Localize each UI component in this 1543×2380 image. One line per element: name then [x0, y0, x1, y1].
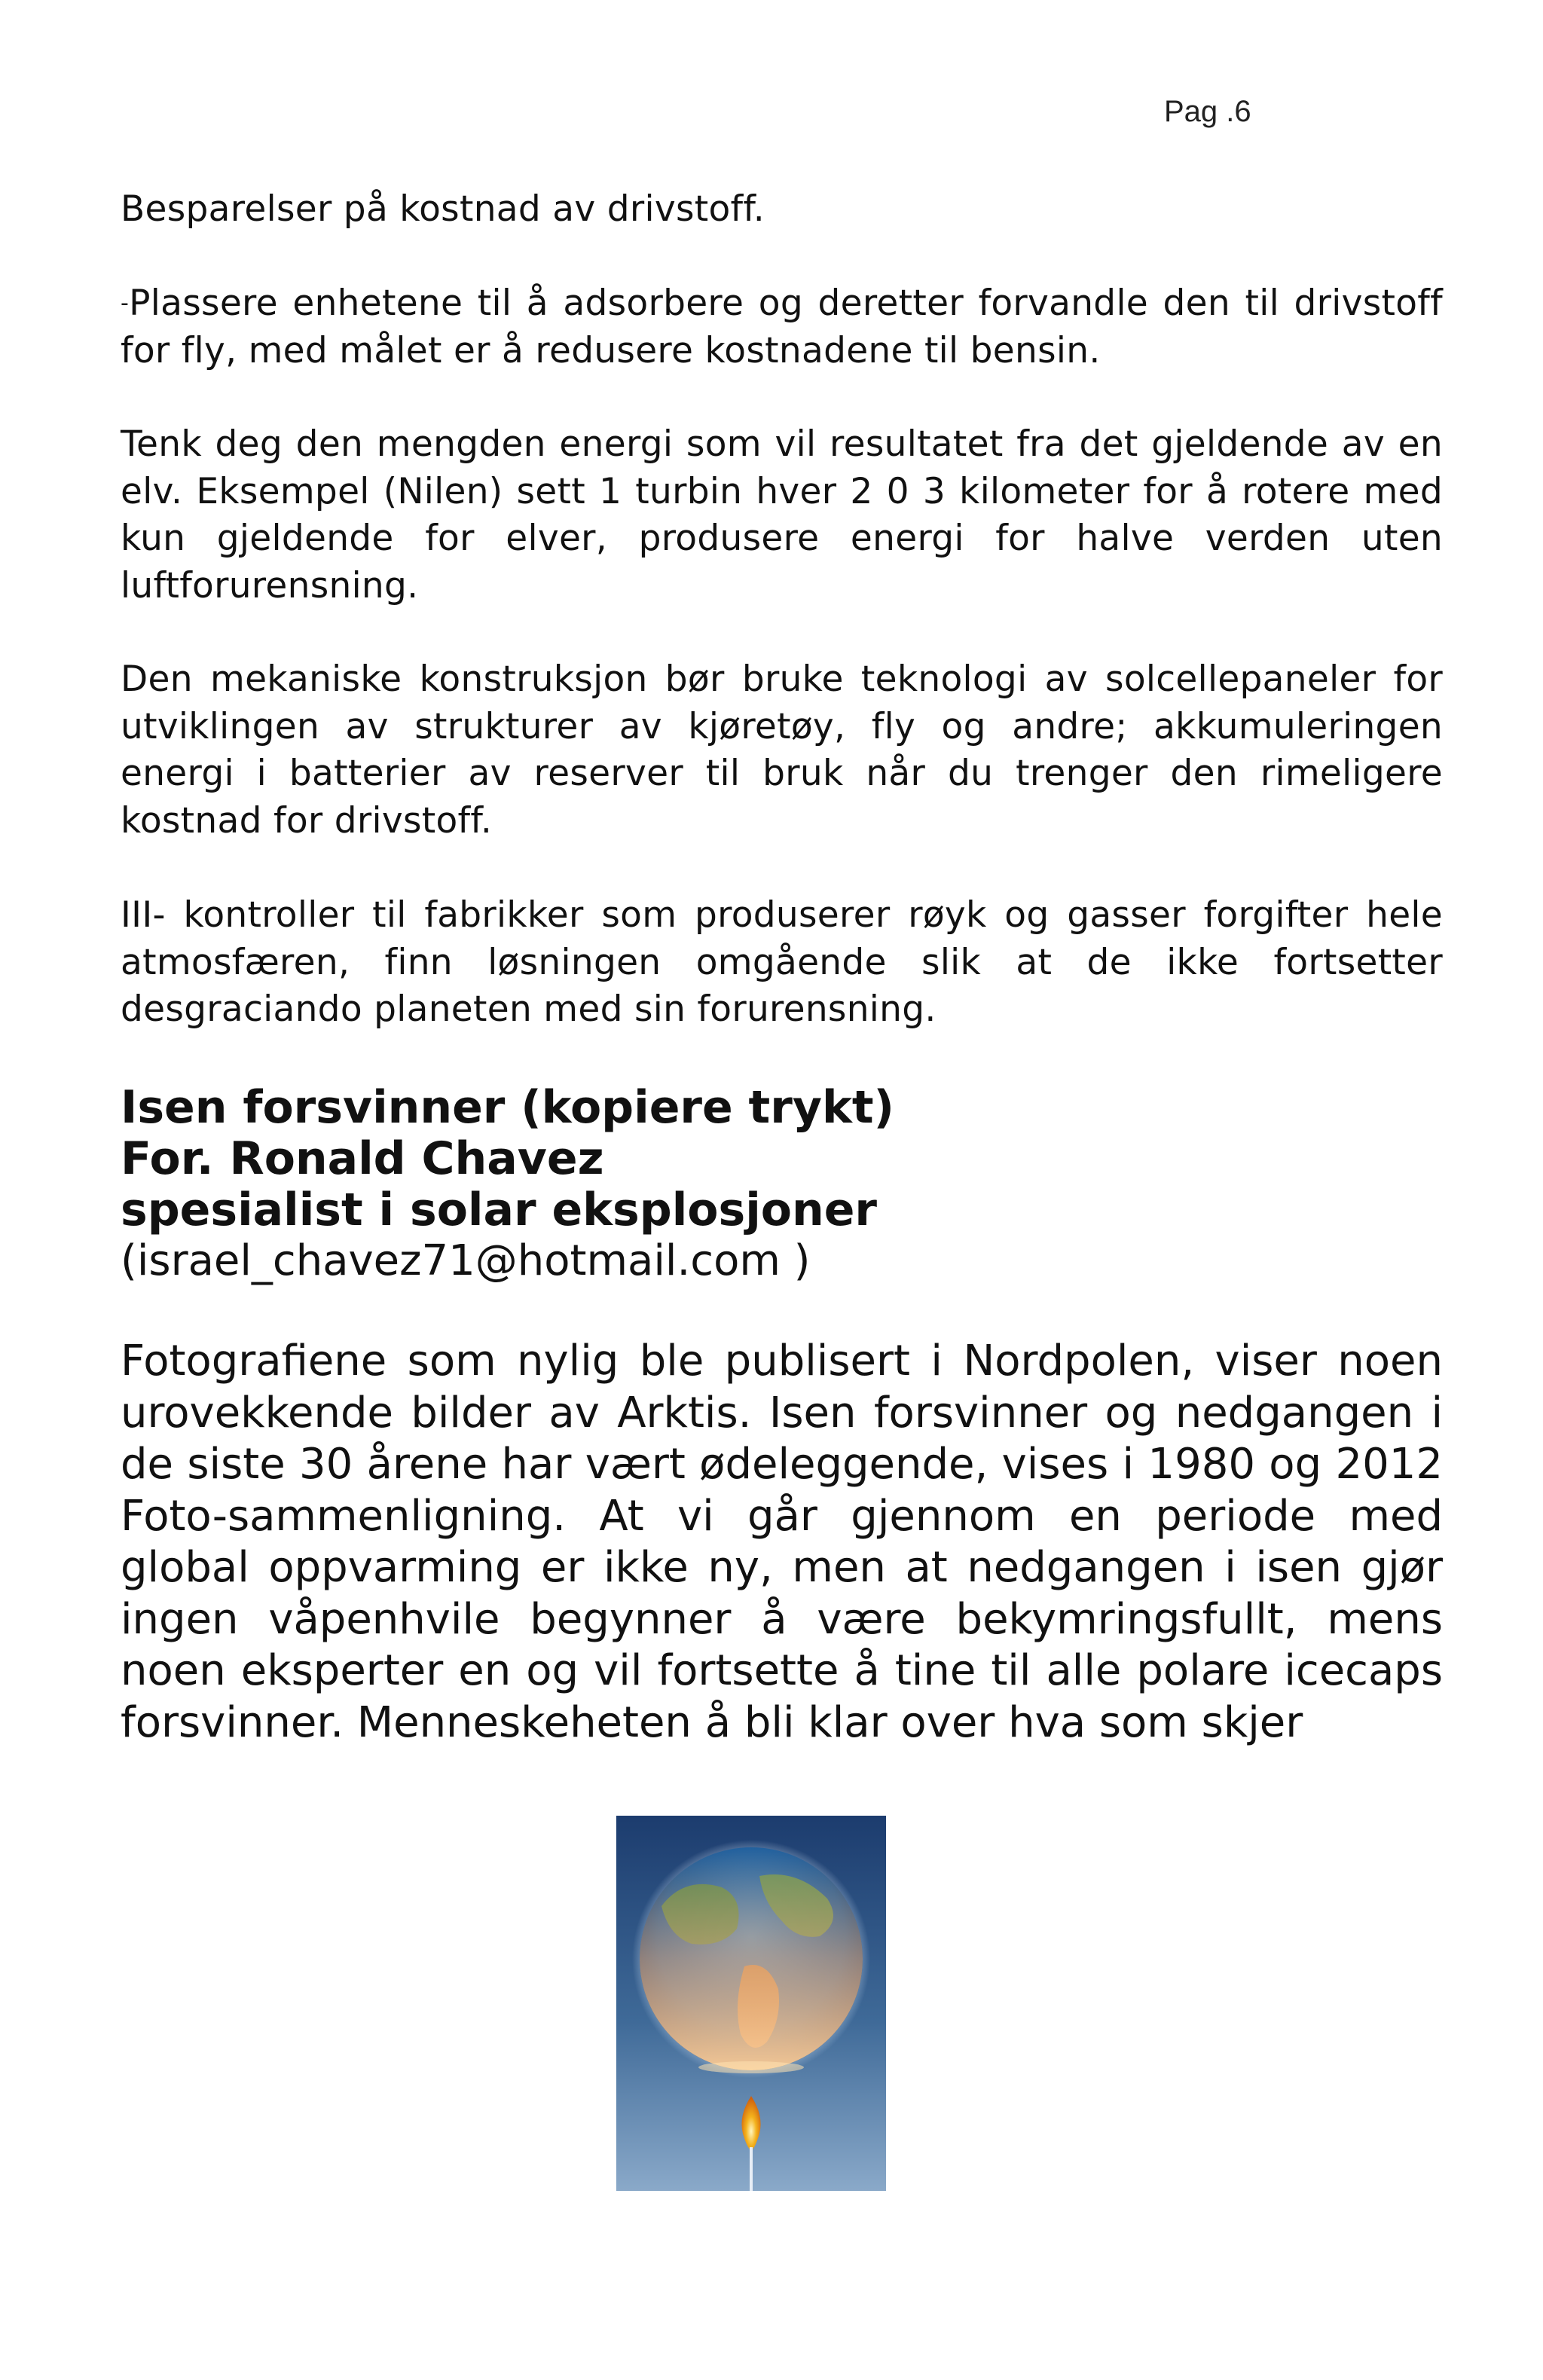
article-body: Fotografiene som nylig ble publisert i Nordpolen, viser noen urovekkende bilder av Arktis. Isen forsvinner og nedgangen i de siste 30 årene har vært ødeleggende, vises i 1980 og 2012 Foto-sammenligning. At vi går gjennom en periode med global oppvarming er ikke ny, men at nedgangen i isen gjør ingen våpenhvile begynner å være bekymringsfullt, mens noen eksperter en og vil fortsette å tine til alle polare icecaps forsvinner. Menneskeheten å bli klar over hva som skjer: [121, 1337, 1443, 1747]
fuel-paragraph-text: Plassere enhetene til å adsorbere og deretter forvandle den til drivstoff for fly, med målet er å redusere kostnadene til bensin.: [121, 283, 1443, 371]
article-header: [121, 1082, 1443, 1287]
savings-heading: Besparelser på kostnad av drivstoff.: [121, 188, 765, 230]
river-paragraph: Tenk deg den mengden energi som vil resultatet fra det gjeldende av en elv. Eksempel (Nilen) sett 1 turbin hver 2 0 3 kilometer for å rotere med kun gjeldende for elver, produsere energi for halve verden uten luftforurensning.: [121, 423, 1443, 606]
article-author: For. Ronald Chavez: [121, 1132, 604, 1185]
fuel-paragraph: [121, 280, 1443, 374]
factories-paragraph: III- kontroller til fabrikker som produserer røyk og gasser forgifter hele atmosfæren, finn løsningen omgående slik at de ikke fortsetter desgraciando planeten med sin forurensning.: [121, 894, 1443, 1030]
paragraph-dash: -: [121, 290, 130, 316]
solar-paragraph-block: [121, 656, 1443, 845]
article-title: Isen forsvinner (kopiere trykt): [121, 1081, 894, 1134]
article-body-block: [121, 1336, 1443, 1749]
solar-paragraph: Den mekaniske konstruksjon bør bruke teknologi av solcellepaneler for utviklingen av strukturer av kjøretøy, fly og andre; akkumuleringen energi i batterier av reserver til bruk når du trenger den rimeligere kostnad for drivstoff.: [121, 658, 1443, 842]
savings-heading-block: [121, 186, 1443, 234]
river-paragraph-block: [121, 421, 1443, 610]
article-email: (israel_chavez71@hotmail.com ): [121, 1236, 811, 1285]
earth-over-match-flame-illustration: [616, 1816, 886, 2191]
article-author-role: spesialist i solar eksplosjoner: [121, 1184, 878, 1236]
factories-paragraph-block: [121, 892, 1443, 1034]
fuel-paragraph-block: [121, 280, 1443, 374]
page-number: Pag .6: [1164, 95, 1251, 128]
